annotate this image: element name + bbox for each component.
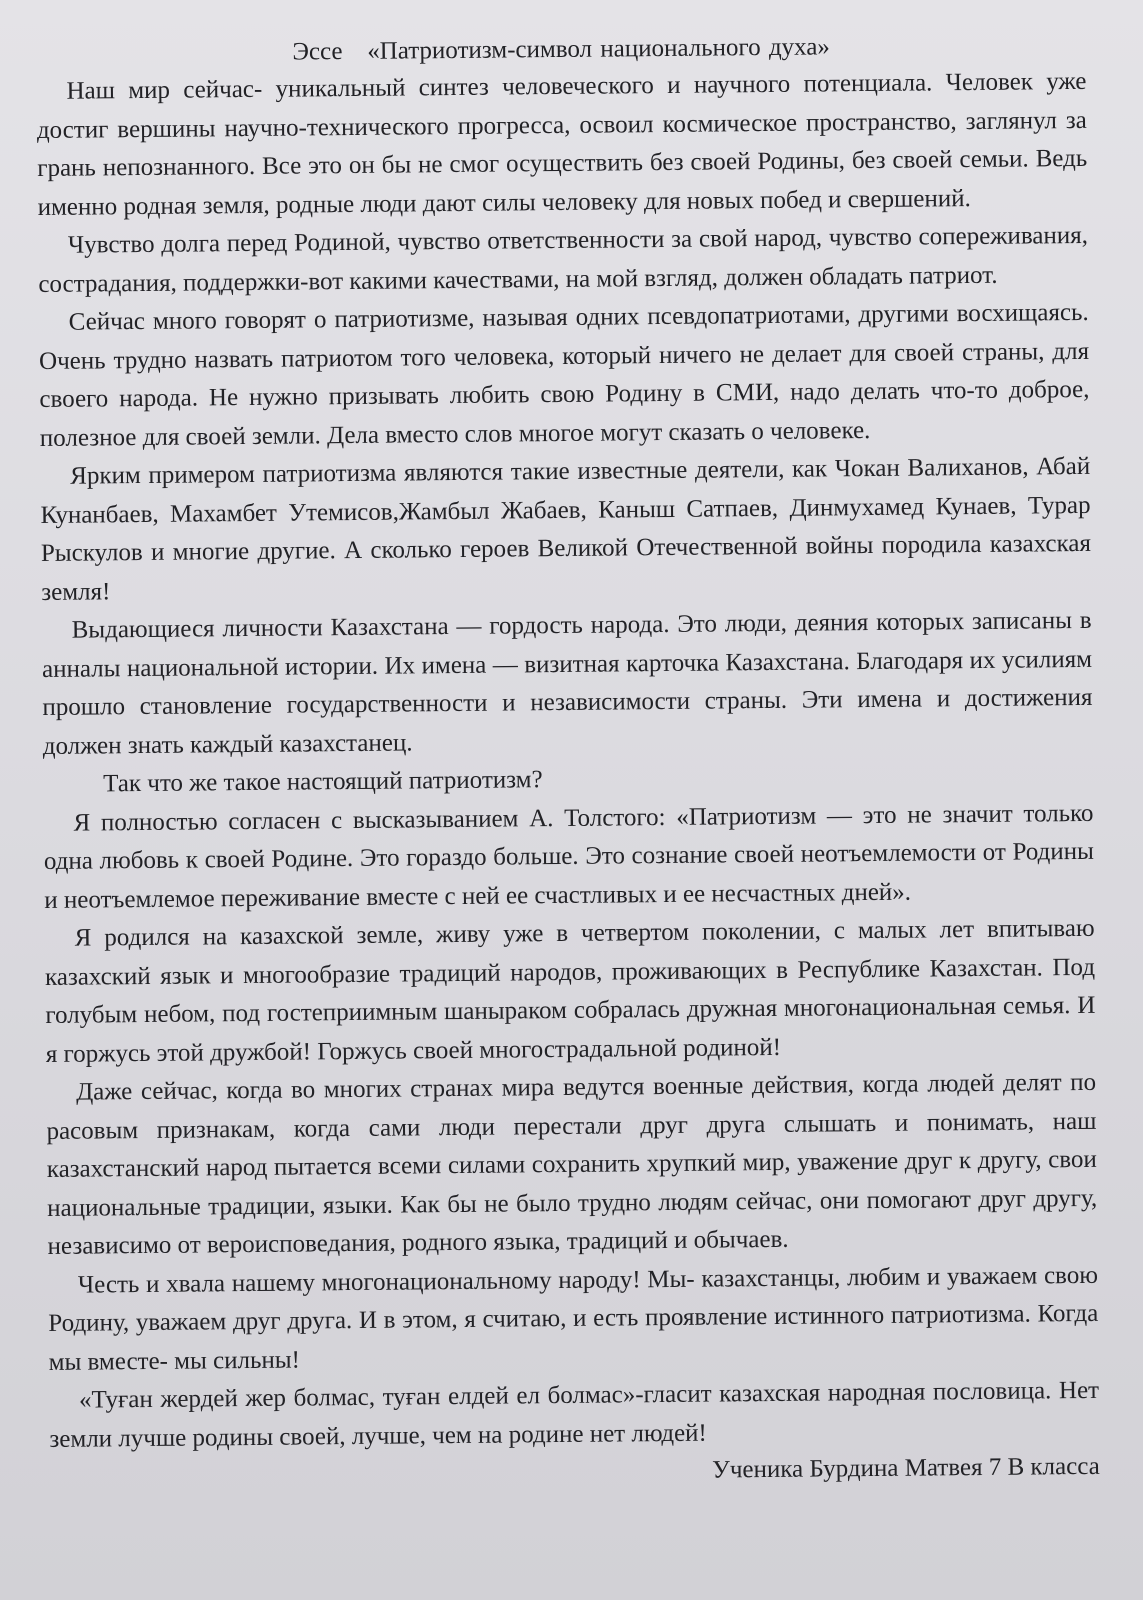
essay-paragraph: Честь и хвала нашему многонациональному народу! Мы- казахстанцы, любим и уважаем свою Родину, уважаем друг друга. И в этом, я считаю, и есть проявление истинного патриотизма. Когда мы вместе- мы сильны! — [48, 1261, 1099, 1376]
author-signature: Ученика Бурдина Матвея 7 В класса — [712, 1452, 1100, 1484]
essay-paragraph: Наш мир сейчас- уникальный синтез человеческого и научного потенциала. Человек уже достиг вершины научно-технического прогресса, освоил космическое пространство, заглянул за грань непознанного. Все это он бы не смог осуществить без своей Родины, без своей семьи. Ведь именно родная земля, родные люди дают силы человеку для новых побед и свершений. — [36, 67, 1088, 221]
essay-title: Эссе «Патриотизм-символ национального духа» — [292, 33, 830, 66]
essay-paragraph: Даже сейчас, когда во многих странах мира ведутся военные действия, когда людей делят по расовым признакам, когда сами люди перестали друг друга слышать и понимать, наш казахстанский народ пытается всеми силами сохранить хрупкий мир, уважение друг к другу, свои национальные традиции, языки. Как бы не было трудно людям сейчас, они помогают друг другу, независимо от вероисповедания, родного языка, традиций и обычаев. — [46, 1068, 1098, 1260]
essay-paragraph: Я полностью согласен с высказыванием А. Толстого: «Патриотизм — это не значит только одна любовь к своей Родине. Это гораздо больше. Это сознание своей неотъемлемости от Родины и неотъемлемое переживание вместе с ней ее счастливых и ее несчастных дней». — [43, 799, 1094, 914]
essay-question: Так что же такое настоящий патриотизм? — [103, 766, 543, 798]
essay-paragraph: Я родился на казахской земле, живу уже в четвертом поколении, с малых лет впитываю казахский язык и многообразие традиций народов, проживающих в Республике Казахстан. Под голубым небом, под гостеприимным шаныраком собралась дружная многонациональная семья. И я горжусь этой дружбой! Горжусь своей многострадальной родиной! — [44, 914, 1096, 1068]
essay-paragraph: Сейчас много говорят о патриотизме, называя одних псевдопатриотами, другими восхищаясь. Очень трудно назвать патриотом того человека, который ничего не делает для своей страны, для своего народа. Не нужно призывать любить свою Родину в СМИ, надо делать что-то доброе, полезное для своей земли. Дела вместо слов многое могут сказать о человеке. — [38, 298, 1090, 452]
essay-paragraph: Чувство долга перед Родиной, чувство ответственности за свой народ, чувство сопереживания, сострадания, поддержки-вот какими качествами, на мой взгляд, должен обладать патриот. — [38, 221, 1089, 298]
essay-paragraph: «Туған жердей жер болмас, туған елдей ел болмас»-гласит казахская народная пословица. Нет земли лучше родины своей, лучше, чем на родине нет людей! — [49, 1376, 1100, 1453]
essay-paragraph: Ярким примером патриотизма являются такие известные деятели, как Чокан Валиханов, Абай Кунанбаев, Махамбет Утемисов,Жамбыл Жабаев, Каныш Сатпаев, Динмухамед Кунаев, Турар Рыскулов и многие другие. А сколько героев Великой Отечественной войны породила казахская земля! — [40, 452, 1092, 606]
essay-sheet — [36, 28, 1100, 1495]
essay-paragraph: Выдающиеся личности Казахстана — гордость народа. Это люди, деяния которых записаны в анналы национальной истории. Их имена — визитная карточка Казахстана. Благодаря их усилиям прошло становление государственности и независимости страны. Эти имена и достижения должен знать каждый казахстанец. — [41, 606, 1093, 760]
